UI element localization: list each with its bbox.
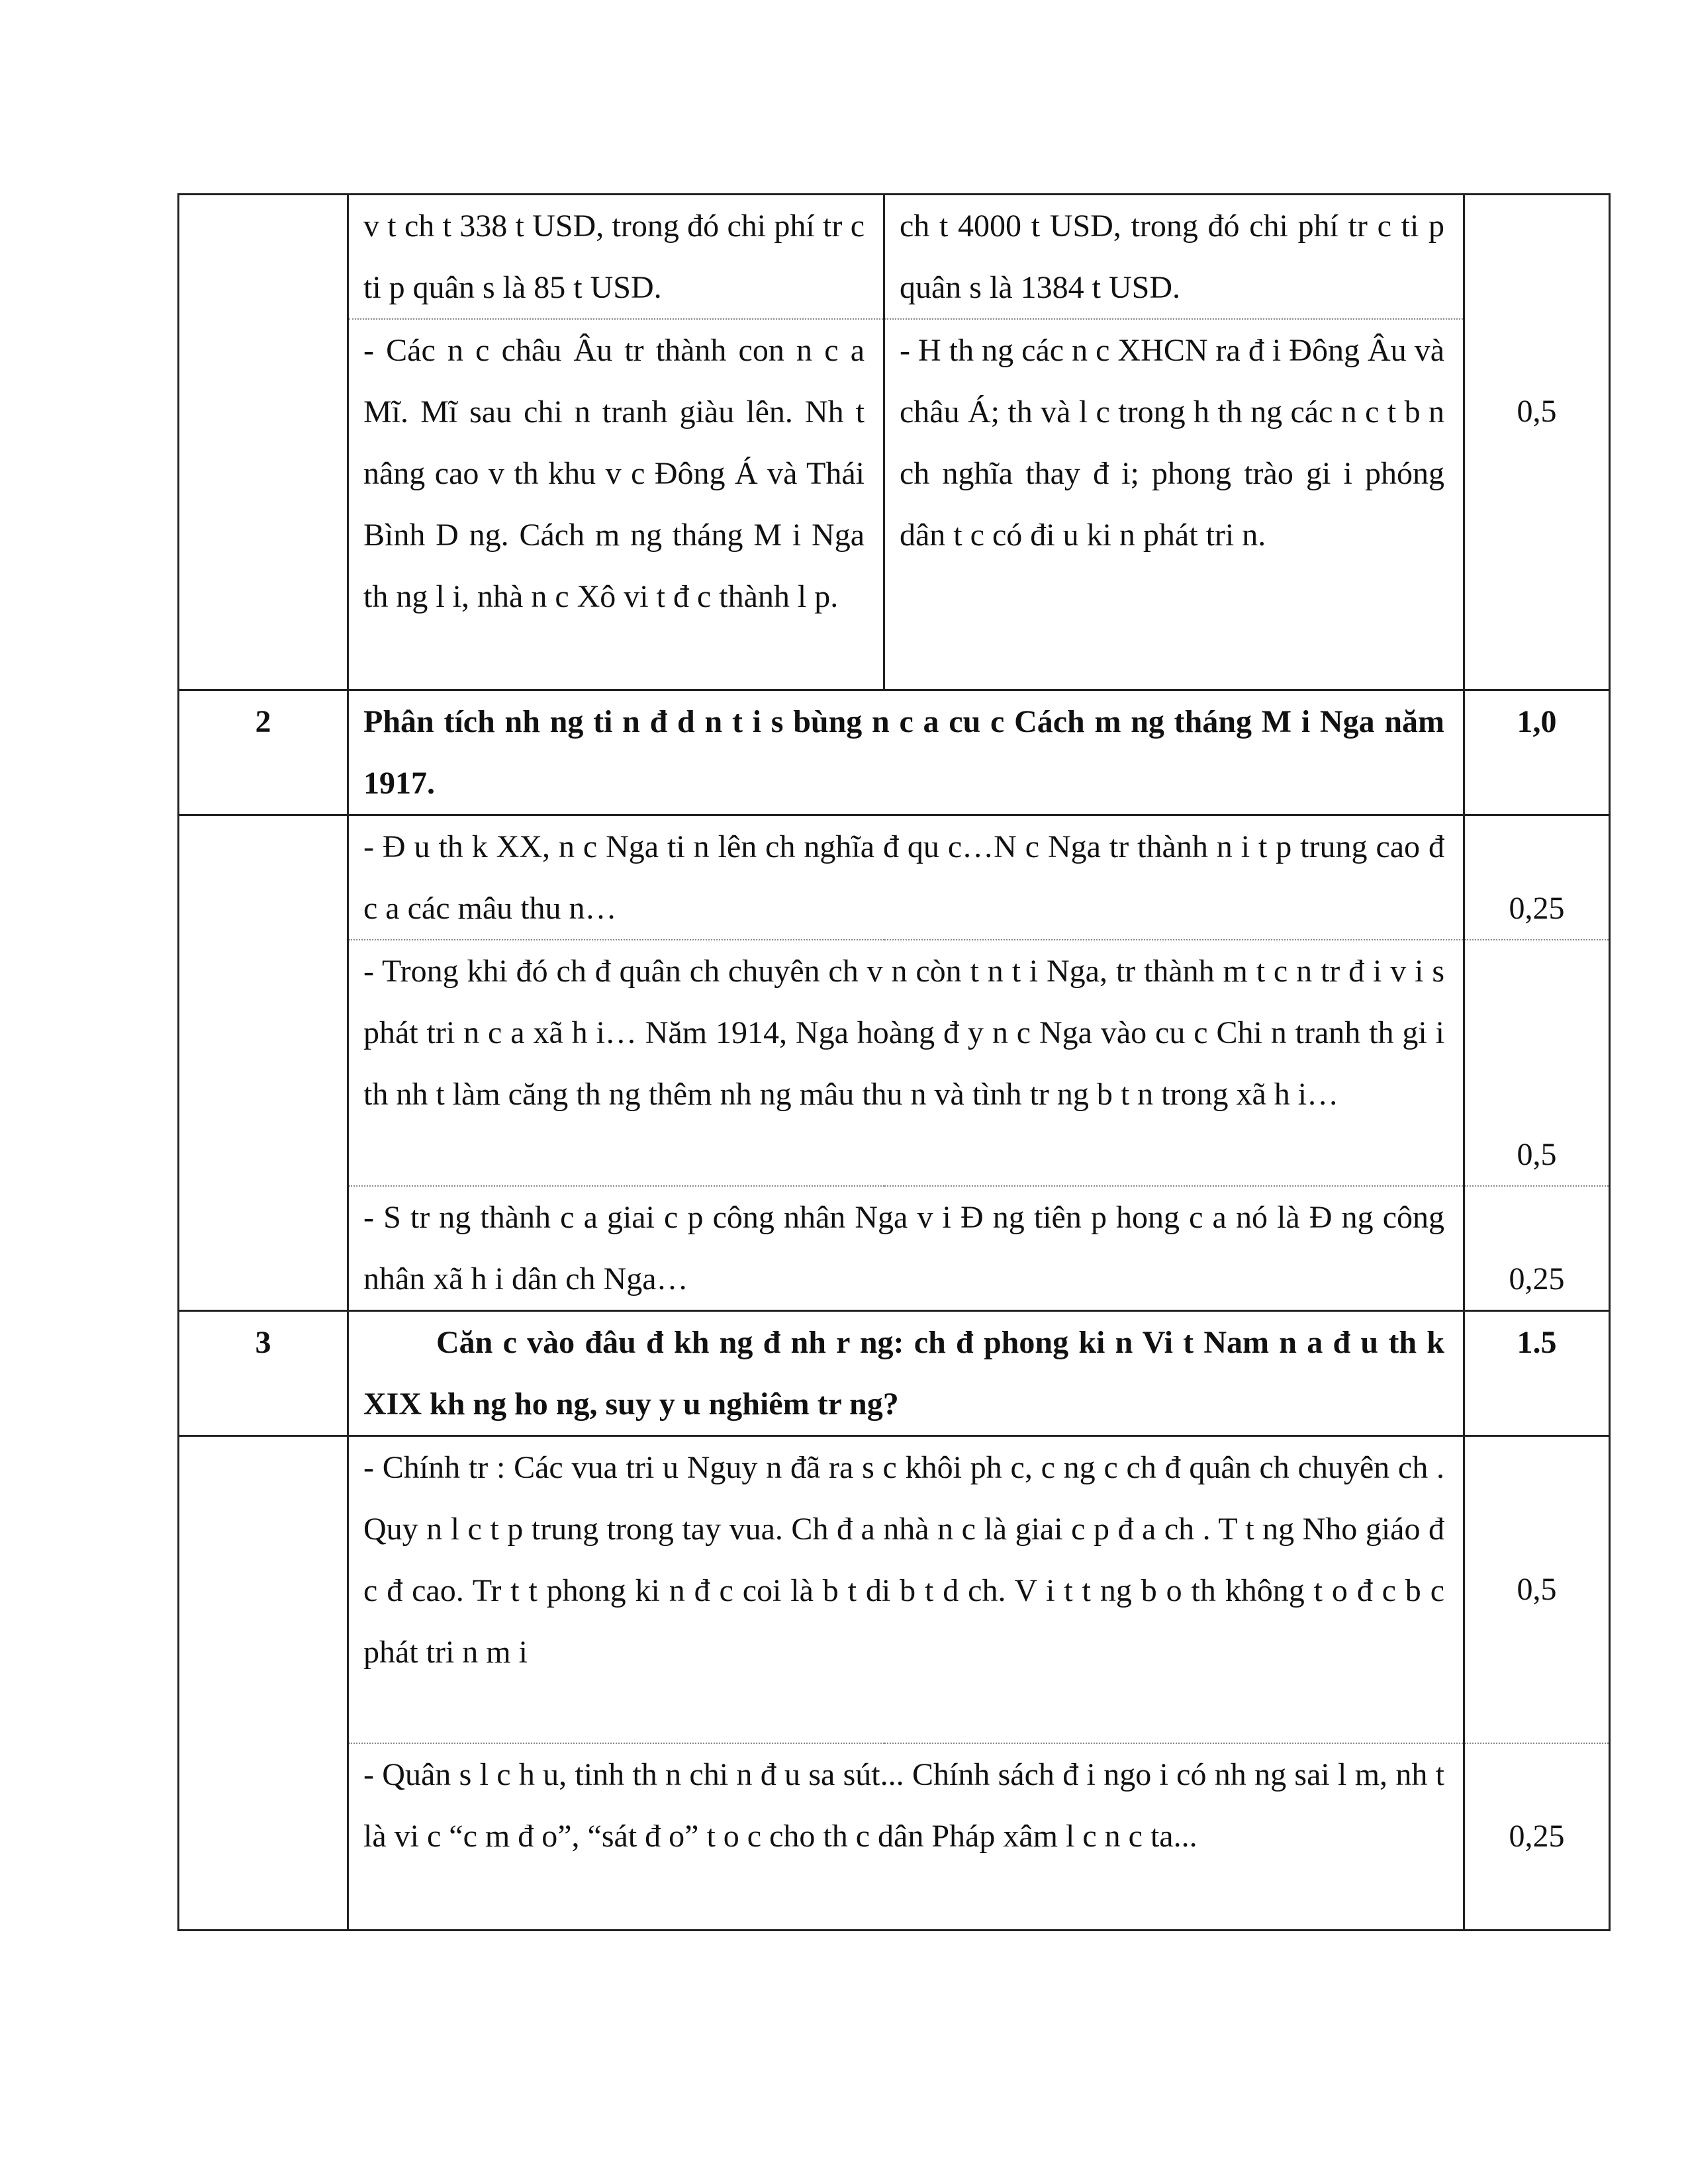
question-text: Căn c vào đâu đ kh ng đ nh r ng: ch đ phong ki n Vi t Nam n a đ u th k XIX kh ng ho ng, suy y u nghiêm tr ng? [348,1310,1464,1435]
number-cell [179,815,348,940]
answer-text: - Trong khi đó ch đ quân ch chuyên ch v n còn t n t i Nga, tr thành m t c n tr đ i v i s phát tri n c a xã h i… Năm 1914, Nga hoàng đ y n c Nga vào cu c Chi n tranh th gi i th nh t làm căng th ng thêm nh ng mâu thu n và tình tr ng b t n trong xã h i… [348,940,1464,1186]
comparison-right-cell: - H th ng các n c XHCN ra đ i Đông Âu và châu Á; th và l c trong h th ng các n c t b n ch nghĩa thay đ i; phong trào gi i phóng dân t c có đi u ki n phát tri n. [884,319,1464,690]
number-cell [179,319,348,690]
comparison-left-cell: - Các n c châu Âu tr thành con n c a Mĩ. Mĩ sau chi n tranh giàu lên. Nh t nâng cao v th khu v c Đông Á và Thái Bình D ng. Cách m ng tháng M i Nga th ng l i, nhà n c Xô vi t đ c thành l p. [348,319,884,690]
answer-table [177,193,1611,1931]
number-cell [179,1186,348,1311]
answer-row [179,1435,1610,1743]
answer-score: 0,5 [1464,1435,1610,1743]
question-text: Phân tích nh ng ti n đ d n t i s bùng n c a cu c Cách m ng tháng M i Nga năm 1917. [348,690,1464,815]
answer-row [179,1186,1610,1311]
question-row [179,690,1610,815]
answer-row [179,1743,1610,1930]
answer-row [179,940,1610,1186]
question-number: 3 [179,1310,348,1435]
number-cell [179,940,348,1186]
table-row [179,195,1610,320]
answer-text: - Chính tr : Các vua tri u Nguy n đã ra s c khôi ph c, c ng c ch đ quân ch chuyên ch . Quy n l c t p trung trong tay vua. Ch đ a nhà n c là giai c p đ a ch . T t ng Nho giáo đ c đ cao. Tr t t phong ki n đ c coi là b t di b t d ch. V i t t ng b o th không t o đ c b c phát tri n m i [348,1435,1464,1743]
question-score: 1,0 [1464,690,1610,815]
answer-score: 0,25 [1464,815,1610,940]
comparison-right-cell: ch t 4000 t USD, trong đó chi phí tr c ti p quân s là 1384 t USD. [884,195,1464,320]
answer-text: - S tr ng thành c a giai c p công nhân Nga v i Đ ng tiên p hong c a nó là Đ ng công nhân xã h i dân ch Nga… [348,1186,1464,1311]
score-cell [1464,195,1610,320]
question-row [179,1310,1610,1435]
number-cell [179,1435,348,1743]
number-cell [179,195,348,320]
answer-text: - Quân s l c h u, tinh th n chi n đ u sa sút... Chính sách đ i ngo i có nh ng sai l m, nh t là vi c “c m đ o”, “sát đ o” t o c cho th c dân Pháp xâm l c n c ta... [348,1743,1464,1930]
table-row [179,319,1610,690]
answer-row [179,815,1610,940]
number-cell [179,1743,348,1930]
answer-score: 0,25 [1464,1186,1610,1311]
question-score: 1.5 [1464,1310,1610,1435]
answer-text: - Đ u th k XX, n c Nga ti n lên ch nghĩa đ qu c…N c Nga tr thành n i t p trung cao đ c a các mâu thu n… [348,815,1464,940]
comparison-left-cell: v t ch t 338 t USD, trong đó chi phí tr c ti p quân s là 85 t USD. [348,195,884,320]
answer-score: 0,5 [1464,940,1610,1186]
answer-score: 0,25 [1464,1743,1610,1930]
score-cell: 0,5 [1464,319,1610,690]
question-number: 2 [179,690,348,815]
